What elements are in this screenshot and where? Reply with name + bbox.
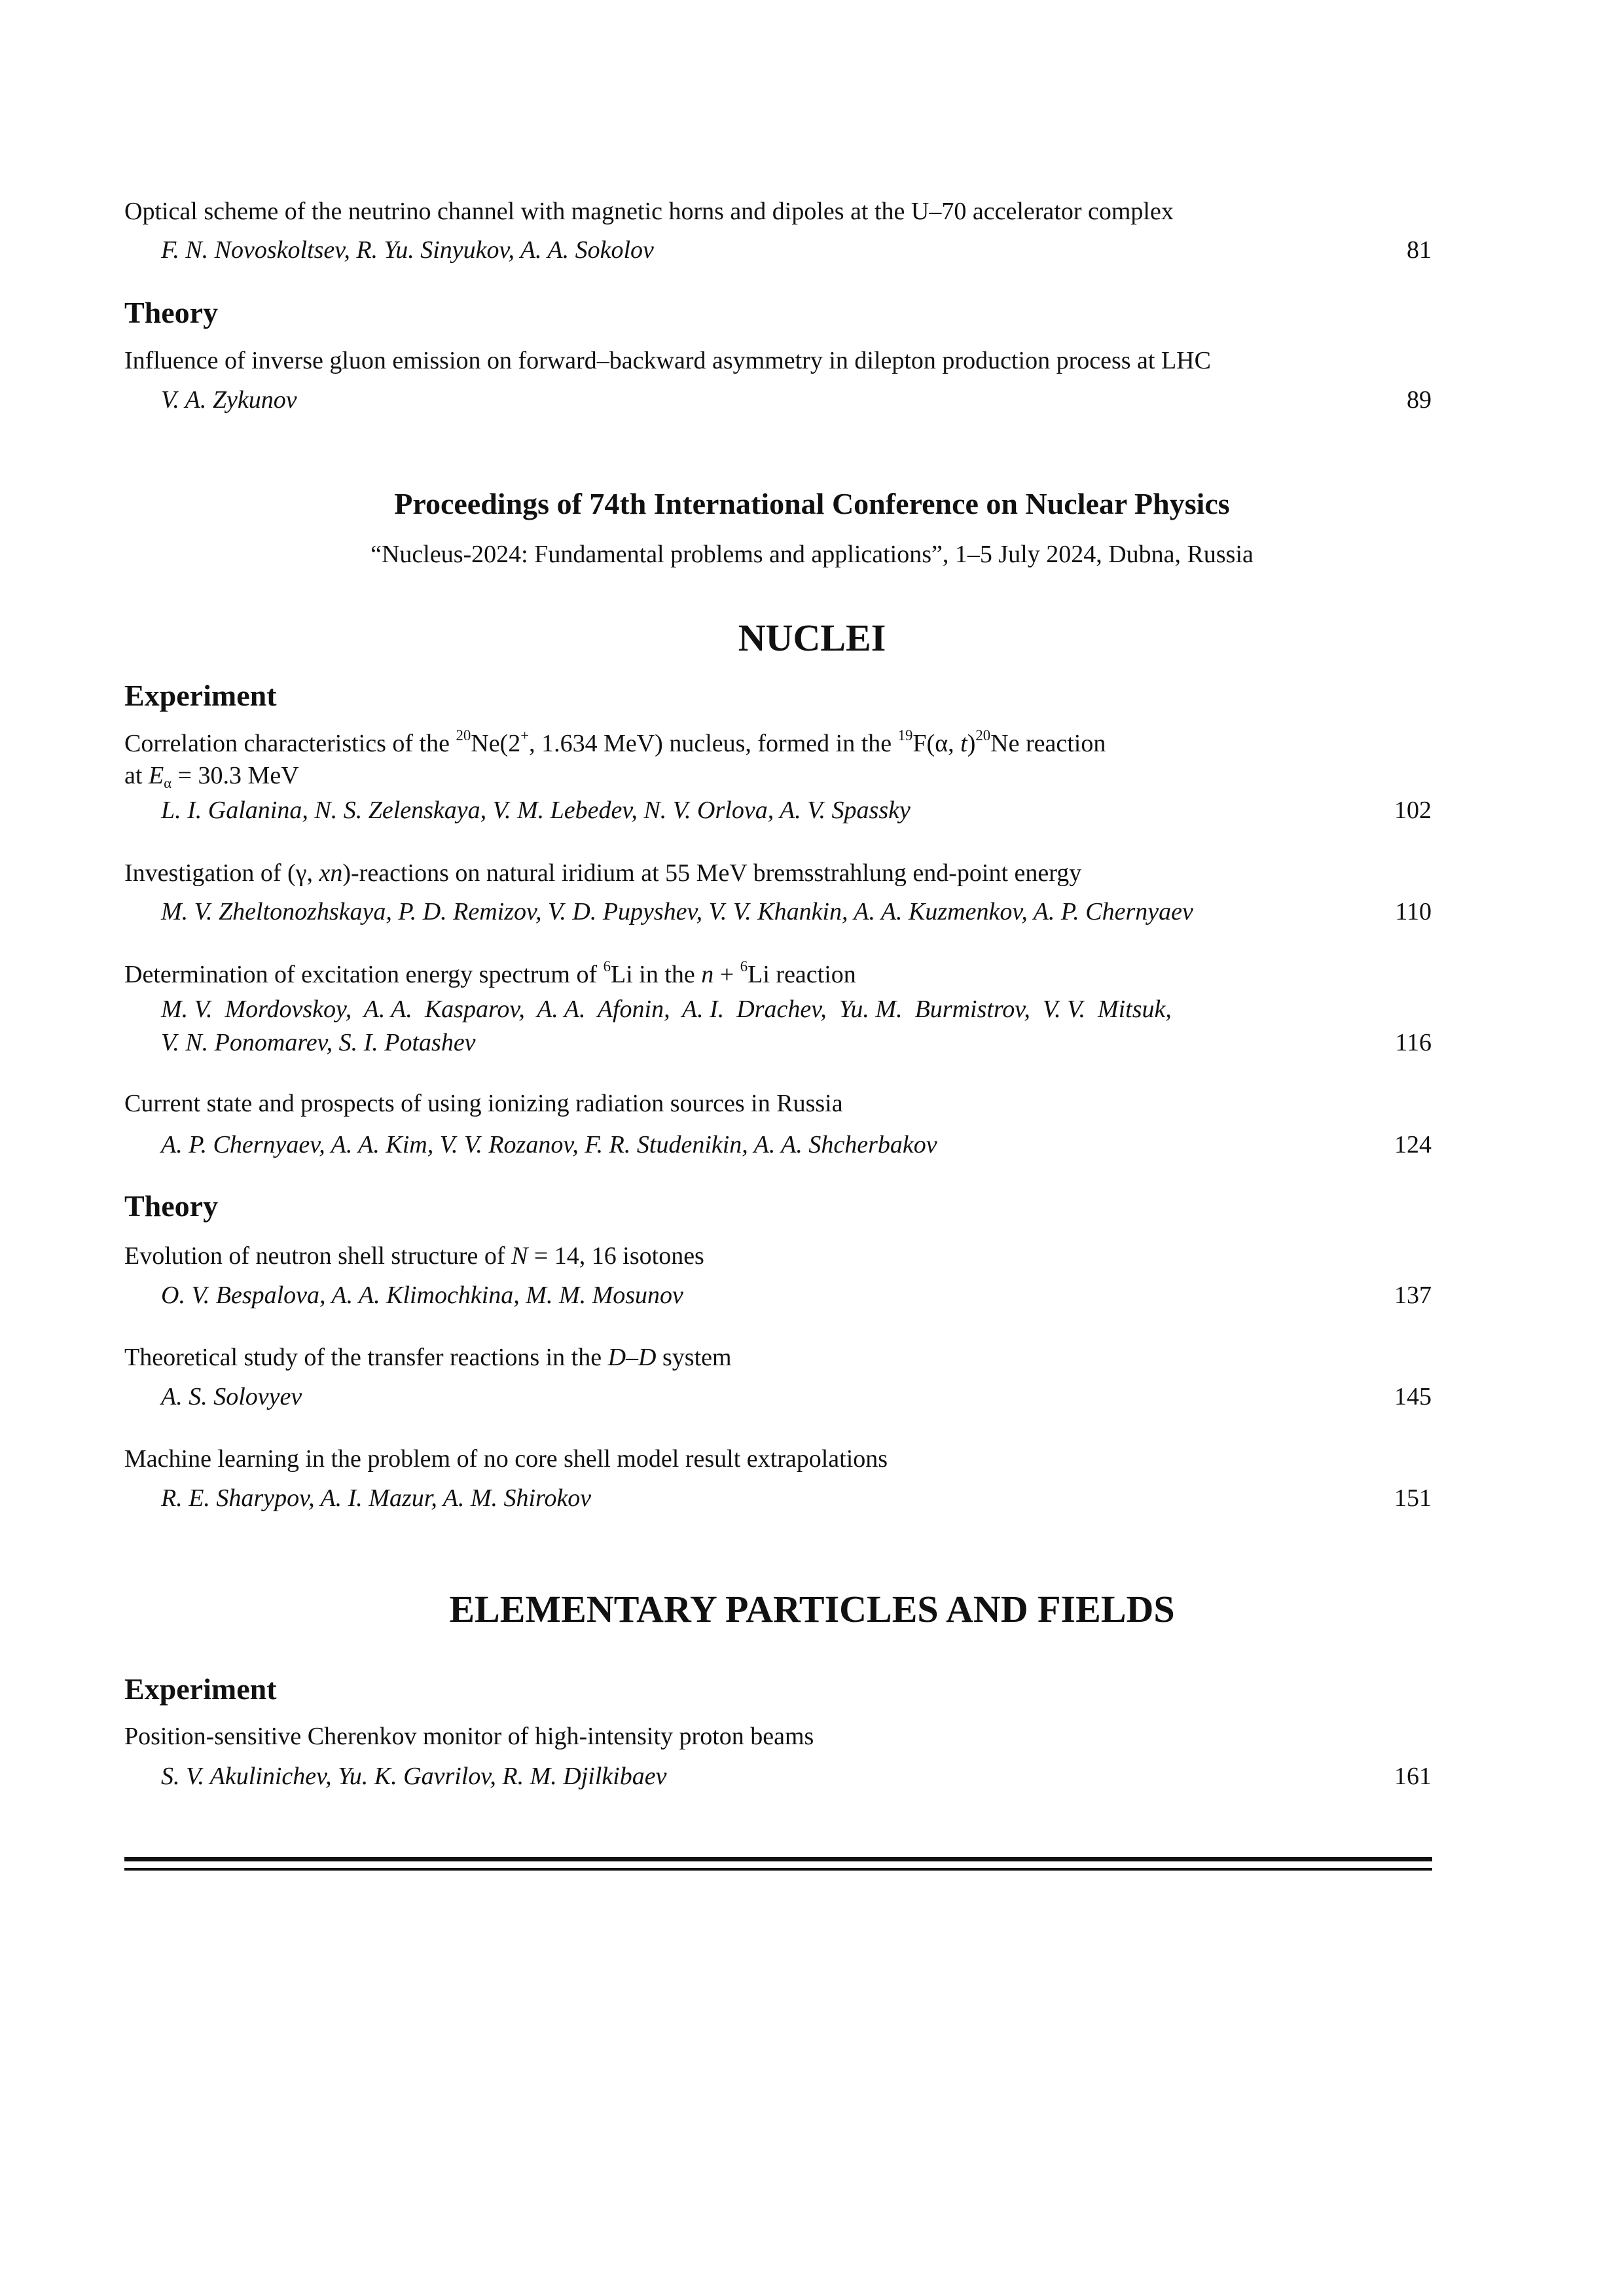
entry-title: Position-sensitive Cherenkov monitor of high-intensity proton beams [124,1723,814,1750]
double-rule-top [124,1857,1432,1861]
entry-authors: V. A. Zykunov [161,386,297,414]
entry-authors: S. V. Akulinichev, Yu. K. Gavrilov, R. M. Djilkibaev [161,1763,667,1790]
section-heading-theory: Theory [124,1189,219,1223]
entry-page: 161 [1394,1763,1432,1790]
entry-page: 151 [1394,1484,1432,1512]
entry-title: Influence of inverse gluon emission on forward–backward asymmetry in dilepton production process at LHC [124,347,1211,374]
entry-page: 137 [1394,1282,1432,1309]
entry-page: 116 [1395,1029,1432,1056]
section-heading-theory: Theory [124,296,219,329]
entry-authors: O. V. Bespalova, A. A. Klimochkina, M. M. Mosunov [161,1282,683,1309]
proceedings-subtitle: “Nucleus-2024: Fundamental problems and applications”, 1–5 July 2024, Dubna, Russia [370,541,1254,568]
entry-page: 81 [1407,236,1432,264]
proceedings-title: Proceedings of 74th International Conference on Nuclear Physics [394,487,1230,520]
entry-title: Correlation characteristics of the $^{20}$Ne(2+, 1.634 MeV) nucleus, formed in the $^{19}$F(α, t)$^{20}$Ne reaction [124,726,1106,757]
entry-title: Current state and prospects of using ionizing radiation sources in Russia [124,1090,843,1117]
entry-title: Optical scheme of the neutrino channel with magnetic horns and dipoles at the U–70 accelerator complex [124,198,1174,225]
entry-authors-continued: V. N. Ponomarev, S. I. Potashev [161,1029,476,1056]
entry-authors: R. E. Sharypov, A. I. Mazur, A. M. Shirokov [161,1484,592,1512]
entry-page: 89 [1407,386,1432,414]
entry-page: 145 [1394,1383,1432,1410]
part-heading-nuclei: NUCLEI [738,617,886,659]
entry-title: Evolution of neutron shell structure of N = 14, 16 isotones [124,1242,704,1270]
entry-authors: M. V. Zheltonozhskaya, P. D. Remizov, V. D. Pupyshev, V. V. Khankin, A. A. Kuzmenkov, A. P. Chernyaev [161,898,1193,925]
part-heading-particles: ELEMENTARY PARTICLES AND FIELDS [449,1588,1175,1630]
entry-title-continued: at $E_\alpha = 30.3$ MeV [124,762,299,791]
entry-page: 110 [1395,898,1432,925]
entry-page: 102 [1394,797,1432,824]
entry-title: Investigation of (γ, xn)-reactions on natural iridium at 55 MeV bremsstrahlung end-point energy [124,859,1082,887]
double-rule-bottom [124,1868,1432,1871]
section-heading-experiment: Experiment [124,679,277,712]
entry-authors: A. S. Solovyev [161,1383,302,1410]
entry-authors: L. I. Galanina, N. S. Zelenskaya, V. M. Lebedev, N. V. Orlova, A. V. Spassky [161,797,911,824]
entry-authors: F. N. Novoskoltsev, R. Yu. Sinyukov, A. A. Sokolov [161,236,654,264]
entry-page: 124 [1394,1131,1432,1158]
entry-title: Determination of excitation energy spectrum of $^6$Li in the n + $^6$Li reaction [124,958,856,988]
entry-authors: M. V. Mordovskoy, A. A. Kasparov, A. A. Afonin, A. I. Drachev, Yu. M. Burmistrov, V. V. Mitsuk, [161,996,1172,1023]
entry-title: Theoretical study of the transfer reactions in the D–D system [124,1344,732,1371]
section-heading-experiment: Experiment [124,1672,277,1706]
entry-title: Machine learning in the problem of no core shell model result extrapolations [124,1445,888,1473]
entry-authors: A. P. Chernyaev, A. A. Kim, V. V. Rozanov, F. R. Studenikin, A. A. Shcherbakov [161,1131,937,1158]
